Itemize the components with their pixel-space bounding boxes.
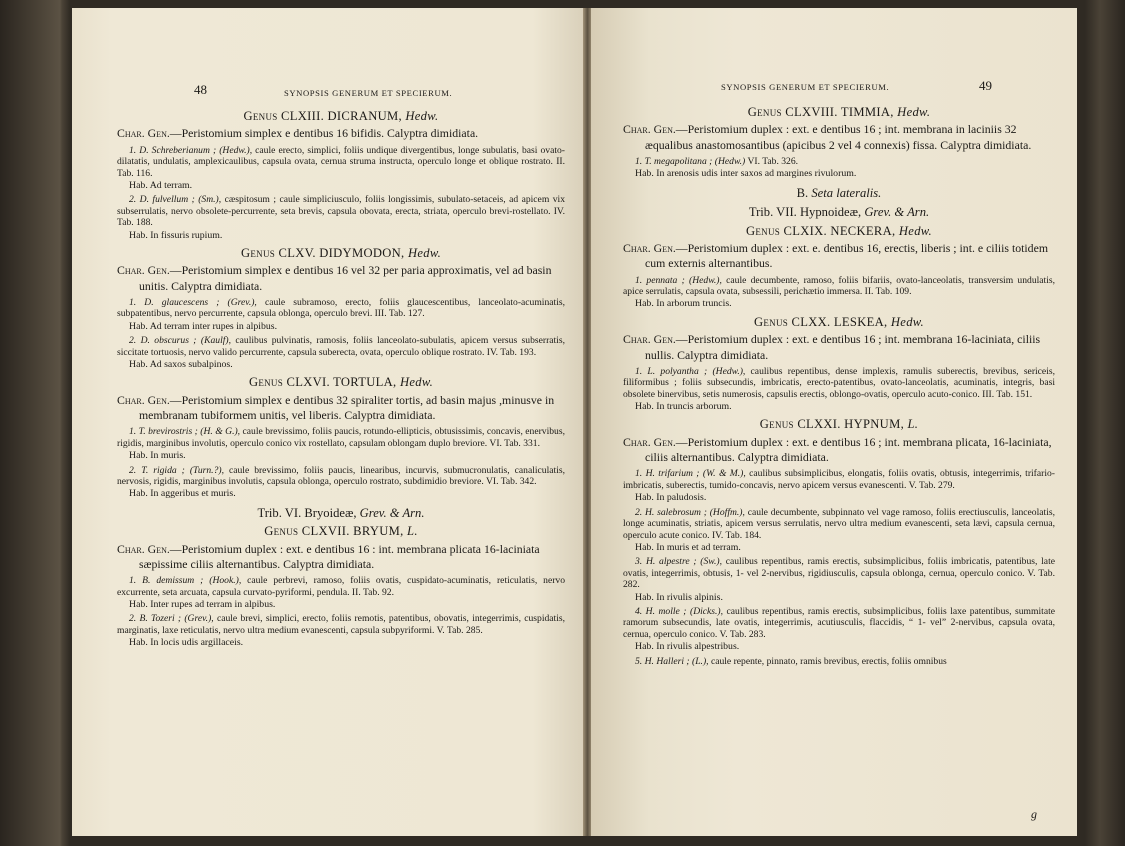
species-entry bbox=[117, 426, 565, 449]
species-name: 1. T. brevirostris ; (H. & G.), bbox=[129, 426, 241, 438]
species-description: caule brevi, simplici, erecto, foliis remotis, patentibus, obovatis, integerrimis, cuspidatis, marginatis, laxe reticulatis, nervo ultra medium evanescenti, capsula subpyriformi. V. Tab. 285. bbox=[117, 613, 566, 636]
species-entry bbox=[623, 507, 1055, 541]
genus-author: Hedw. bbox=[405, 109, 439, 123]
habitat-label: Hab. bbox=[635, 641, 654, 653]
genus-heading bbox=[117, 526, 565, 537]
habitat-text: In fissuris rupium. bbox=[147, 229, 223, 241]
char-label: Char. Gen. bbox=[117, 263, 170, 278]
species-description: caulibus pulvinatis, ramosis, foliis lanceolato-subulatis, apicem versus subserratis, siccitate tortuosis, nervo valido percurrente, capsula suberecta, ovata, operculo oblique rostrato. IV. Tab. 193. bbox=[117, 335, 565, 358]
char-label: Char. Gen. bbox=[117, 541, 170, 556]
char-label: Char. Gen. bbox=[623, 122, 676, 137]
habitat-line bbox=[623, 298, 1055, 309]
habitat-text: Inter rupes ad terram in alpibus. bbox=[147, 599, 276, 611]
species-description: caule brevissimo, foliis paucis, linearibus, incurvis, submucronulatis, canaliculatis, nervosis, rigidis, marginibus involutis, capsula oblonga, operculo rostrato, subdimidio breviore. VI. Tab. 342. bbox=[117, 464, 565, 488]
habitat-text: In muris et ad terram. bbox=[653, 541, 741, 553]
right-page-number: 49 bbox=[979, 78, 992, 93]
habitat-label: Hab. bbox=[635, 298, 654, 310]
habitat-label: Hab. bbox=[129, 637, 148, 649]
section-name: Seta lateralis. bbox=[811, 185, 882, 200]
habitat-label: Hab. bbox=[635, 168, 654, 180]
genus-heading bbox=[623, 107, 1055, 118]
section-heading bbox=[623, 185, 1055, 200]
genus-name: CLXVIII. TIMMIA, bbox=[785, 105, 894, 119]
habitat-text: In paludosis. bbox=[653, 492, 707, 504]
habitat-line bbox=[623, 641, 1055, 652]
species-description: cæspitosum ; caule simpliciusculo, foliis longissimis, subulato-setaceis, ad apicem vix subserrulatis, nervo obsolete-percurrente, seta brevis, capsula obovata, erecta, striata, operculo brevi-rostellato. IV. Tab. 188. bbox=[117, 194, 565, 229]
char-label: Char. Gen. bbox=[623, 332, 676, 347]
generic-character bbox=[117, 542, 565, 573]
genus-name: CLXVI. TORTULA, bbox=[286, 375, 397, 390]
habitat-line bbox=[623, 542, 1055, 553]
species-entry bbox=[623, 366, 1055, 400]
species-description: caule brevissimo, foliis paucis, rotundo-ellipticis, obtusissimis, concavis, enervibus, rigidis, marginibus involutis, operculo conico vix rostellato, capsulam oblongam duplo breviore. VI. Tab. 331. bbox=[117, 426, 565, 449]
genus-label: Genus bbox=[747, 105, 782, 119]
tribe-heading bbox=[117, 505, 565, 520]
generic-character bbox=[623, 435, 1055, 466]
genus-heading bbox=[623, 314, 1055, 329]
species-description: caulibus repentibus, ramis erectis, subsimplicibus, foliis imbricatis, patentibus, late ovatis, integerrimis, obtusis, 1- vel 2-nervibus, rigidiusculis, capsula oblonga, cernua, operculo conico. V. Tab. 282. bbox=[623, 556, 1055, 591]
char-text: —Peristomium duplex : ext. e dentibus 16 ; int. membrana 16-laciniata, ciliis nullis. Calyptra dimidiata. bbox=[645, 332, 1041, 362]
generic-character bbox=[117, 126, 565, 141]
habitat-line bbox=[623, 168, 1055, 179]
species-description: VI. Tab. 326. bbox=[745, 156, 799, 167]
habitat-line bbox=[117, 321, 565, 332]
habitat-label: Hab. bbox=[635, 492, 654, 504]
tribe-name: Hypnoideæ, bbox=[799, 205, 862, 220]
species-entry bbox=[623, 656, 1055, 667]
genus-author: Hedw. bbox=[890, 314, 925, 329]
habitat-line bbox=[117, 230, 565, 241]
habitat-text: Ad saxos subalpinos. bbox=[147, 358, 233, 370]
genus-name: CLXVII. BRYUM, bbox=[301, 524, 404, 539]
species-name: 4. H. molle ; (Dicks.), bbox=[635, 605, 724, 617]
left-page-number: 48 bbox=[194, 82, 207, 97]
species-name: 1. D. glaucescens ; (Grev.), bbox=[129, 296, 257, 308]
species-name: 1. B. demissum ; (Hook.), bbox=[129, 575, 242, 587]
species-description: caulibus repentibus, dense implexis, ramulis suberectis, brevibus, sericeis, filiformibus ; foliis subsecundis, imbricatis, erecto-patentibus, ovato-lanceolatis, acuminatis, integris, basi obsolete binervibus, setis numerosis, capsulis erectis, oblongo-ovatis, operculo acuto-conico. III. Tab. 151. bbox=[623, 365, 1055, 400]
genus-heading bbox=[623, 223, 1055, 238]
habitat-text: Ad terram inter rupes in alpibus. bbox=[147, 320, 278, 332]
genus-author: Hedw. bbox=[399, 375, 434, 390]
habitat-label: Hab. bbox=[129, 179, 148, 191]
habitat-text: In aggeribus et muris. bbox=[147, 488, 236, 500]
left-running-header: SYNOPSIS GENERUM ET SPECIERUM. bbox=[284, 88, 453, 98]
tribe-author: Grev. & Arn. bbox=[864, 205, 930, 220]
species-name: 1. D. Schreberianum ; (Hedw.), bbox=[129, 144, 253, 156]
right-page bbox=[591, 8, 1077, 836]
habitat-text: In truncis arborum. bbox=[653, 401, 732, 413]
genus-name: CLXIX. NECKERA, bbox=[783, 223, 896, 238]
species-name: 2. D. obscurus ; (Kaulf), bbox=[129, 335, 231, 347]
habitat-label: Hab. bbox=[129, 358, 148, 370]
genus-label: Genus bbox=[243, 109, 278, 123]
species-name: 3. H. alpestre ; (Sw.), bbox=[635, 556, 722, 568]
section-label: B. bbox=[796, 185, 809, 200]
signature-mark: g bbox=[1031, 807, 1037, 821]
habitat-text: Ad terram. bbox=[147, 179, 193, 191]
right-running-header: SYNOPSIS GENERUM ET SPECIERUM. bbox=[721, 82, 890, 92]
char-text: —Peristomium duplex : ext. e dentibus 16 ; int. membrana in laciniis 32 æqualibus anastomosantibus (apicibus 2 vel 4 connexis) fissa. Calyptra dimidiata. bbox=[645, 122, 1032, 152]
habitat-line bbox=[117, 180, 565, 191]
species-entry bbox=[117, 145, 565, 179]
species-name: 1. pennata ; (Hedw.), bbox=[635, 274, 722, 286]
char-text: —Peristomium simplex e dentibus 16 bifidis. Calyptra dimidiata. bbox=[169, 126, 479, 141]
species-entry bbox=[117, 575, 565, 598]
char-label: Char. Gen. bbox=[623, 434, 676, 449]
species-name: 1. T. megapolitana ; (Hedw.) bbox=[635, 156, 746, 167]
genus-label: Genus bbox=[240, 245, 276, 260]
generic-character bbox=[623, 122, 1055, 153]
species-description: caule repente, pinnato, ramis brevibus, erectis, foliis omnibus bbox=[708, 655, 947, 667]
species-entry bbox=[623, 156, 1055, 167]
species-entry bbox=[623, 556, 1055, 590]
genus-label: Genus bbox=[264, 524, 299, 539]
genus-name: CLXIII. DICRANUM, bbox=[281, 109, 402, 123]
genus-heading bbox=[117, 111, 565, 122]
right-text-column bbox=[623, 100, 1055, 668]
generic-character bbox=[117, 263, 565, 294]
habitat-label: Hab. bbox=[635, 541, 654, 553]
genus-label: Genus bbox=[248, 375, 284, 390]
tribe-name: Bryoideæ, bbox=[304, 505, 357, 520]
tribe-label: Trib. VII. bbox=[748, 205, 797, 220]
species-name: 2. T. rigida ; (Turn.?), bbox=[129, 464, 224, 476]
species-description: caule erecto, simplici, foliis undique divergentibus, longe subulatis, basi ovato-dilatatis, undulatis, amplexicaulibus, capsula ovata, cernua struma instructa, operculo longe et oblique rostrato. II. Tab. 116. bbox=[117, 144, 565, 179]
species-entry bbox=[117, 613, 565, 636]
species-name: 2. H. salebrosum ; (Hoffm.), bbox=[635, 506, 745, 518]
habitat-line bbox=[623, 401, 1055, 412]
genus-author: Hedw. bbox=[897, 105, 931, 119]
genus-author: L. bbox=[907, 417, 919, 432]
habitat-line bbox=[623, 492, 1055, 503]
habitat-line bbox=[117, 637, 565, 648]
habitat-line bbox=[117, 359, 565, 370]
genus-name: CLXXI. HYPNUM, bbox=[797, 417, 905, 432]
species-name: 1. L. polyantha ; (Hedw.), bbox=[635, 365, 746, 377]
generic-character bbox=[623, 241, 1055, 272]
genus-heading bbox=[117, 377, 565, 388]
habitat-text: In locis udis argillaceis. bbox=[147, 637, 244, 649]
left-text-column bbox=[117, 104, 565, 652]
char-text: —Peristomium simplex e dentibus 16 vel 32 per paria approximatis, vel ad basin unitis. Calyptra dimidiata. bbox=[139, 263, 552, 293]
genus-name: CLXX. LESKEA, bbox=[791, 314, 888, 329]
species-entry bbox=[117, 465, 565, 488]
species-name: 2. B. Tozeri ; (Grev.), bbox=[129, 613, 214, 625]
char-label: Char. Gen. bbox=[623, 241, 676, 256]
habitat-line bbox=[117, 450, 565, 461]
habitat-line bbox=[117, 488, 565, 499]
genus-name: CLXV. DIDYMODON, bbox=[278, 245, 405, 260]
genus-label: Genus bbox=[759, 417, 794, 432]
species-entry bbox=[117, 297, 565, 320]
species-entry bbox=[117, 194, 565, 228]
species-name: 5. H. Halleri ; (L.), bbox=[635, 655, 709, 667]
habitat-label: Hab. bbox=[129, 229, 148, 241]
species-description: caule subramoso, erecto, foliis glaucescentibus, lanceolato-acuminatis, subpatentibus, nervo percurrente, capsula oblonga, operculo brevi. III. Tab. 127. bbox=[117, 296, 565, 320]
generic-character bbox=[117, 393, 565, 424]
tribe-label: Trib. VI. bbox=[257, 505, 302, 520]
generic-character bbox=[623, 332, 1055, 363]
species-description: caulibus repentibus, ramis erectis, subsimplicibus, foliis laxe patentibus, summitate ramorum subsecundis, late ovatis, integerrimis, acutiusculis, flaccidis, “ 1- vel” 2-nervibus, capsula ovata, cernua, operculo conico. V. Tab. 283. bbox=[623, 605, 1055, 640]
habitat-line bbox=[117, 599, 565, 610]
species-name: 1. H. trifarium ; (W. & M.), bbox=[635, 468, 746, 480]
genus-label: Genus bbox=[745, 223, 781, 238]
habitat-text: In rivulis alpestribus. bbox=[653, 641, 740, 653]
genus-label: Genus bbox=[753, 314, 789, 329]
habitat-text: In arenosis udis inter saxos ad margines rivulorum. bbox=[653, 168, 857, 180]
char-label: Char. Gen. bbox=[117, 126, 170, 141]
genus-heading bbox=[117, 245, 565, 260]
genus-author: Hedw. bbox=[898, 223, 933, 238]
species-entry bbox=[623, 275, 1055, 298]
species-description: caulibus subsimplicibus, elongatis, foliis ovatis, obtusis, integerrimis, trifario-imbricatis, suberectis, tumido-concavis, nervo apicem versus evanescenti. V. Tab. 279. bbox=[623, 468, 1055, 491]
genus-author: Hedw. bbox=[407, 245, 442, 260]
genus-heading bbox=[623, 419, 1055, 430]
tribe-heading bbox=[623, 207, 1055, 218]
habitat-label: Hab. bbox=[129, 320, 148, 332]
species-description: caule decumbente, subpinnato vel vage ramoso, foliis erectiusculis, lanceolatis, longe acuminatis, striatis, apicem versus serrulatis, nervo ultra medium evanescenti, seta lævi, capsula cernua, operculo acute conico. IV. Tab. 184. bbox=[623, 506, 1055, 541]
species-description: caule decumbente, ramoso, foliis bifariis, ovato-lanceolatis, transversim undulatis, apice serrulatis, capsula ovata, subsessili, perichætio immersa. II. Tab. 109. bbox=[623, 274, 1055, 298]
genus-author: L. bbox=[407, 524, 418, 539]
char-text: —Peristomium duplex : ext. e dentibus 16 : int. membrana plicata 16-laciniata sæpissime ciliis alternantibus. Calyptra dimidiata. bbox=[139, 541, 540, 571]
habitat-label: Hab. bbox=[129, 488, 148, 500]
habitat-text: In arborum truncis. bbox=[653, 298, 732, 310]
habitat-text: In rivulis alpinis. bbox=[653, 591, 723, 603]
species-description: caule perbrevi, ramoso, foliis ovatis, cuspidato-acuminatis, reticulatis, nervo excurrente, seta arcuata, capsula curvato-pyriformi, pendula. II. Tab. 92. bbox=[117, 575, 565, 598]
species-name: 2. D. fulvellum ; (Sm.), bbox=[129, 194, 222, 206]
habitat-label: Hab. bbox=[635, 401, 654, 413]
tribe-author: Grev. & Arn. bbox=[359, 505, 425, 520]
habitat-text: In muris. bbox=[147, 450, 186, 462]
species-entry bbox=[623, 606, 1055, 640]
char-text: —Peristomium duplex : ext. e dentibus 16 ; int. membrana plicata, 16-laciniata, ciliis alternantibus. Calyptra dimidiata. bbox=[645, 434, 1052, 465]
char-text: —Peristomium simplex e dentibus 32 spiraliter tortis, ad basin majus ,minusve in membranam tubiformem unitis, vel liberis. Calyptra dimidiata. bbox=[139, 392, 555, 423]
habitat-label: Hab. bbox=[129, 599, 148, 611]
left-page bbox=[72, 8, 584, 836]
species-entry bbox=[623, 468, 1055, 491]
char-label: Char. Gen. bbox=[117, 392, 170, 407]
habitat-label: Hab. bbox=[635, 591, 654, 603]
char-text: —Peristomium duplex : ext. e. dentibus 16, erectis, liberis ; int. e ciliis totidem cum externis alternantibus. bbox=[645, 241, 1048, 271]
habitat-label: Hab. bbox=[129, 450, 148, 462]
habitat-line bbox=[623, 592, 1055, 603]
species-entry bbox=[117, 335, 565, 358]
